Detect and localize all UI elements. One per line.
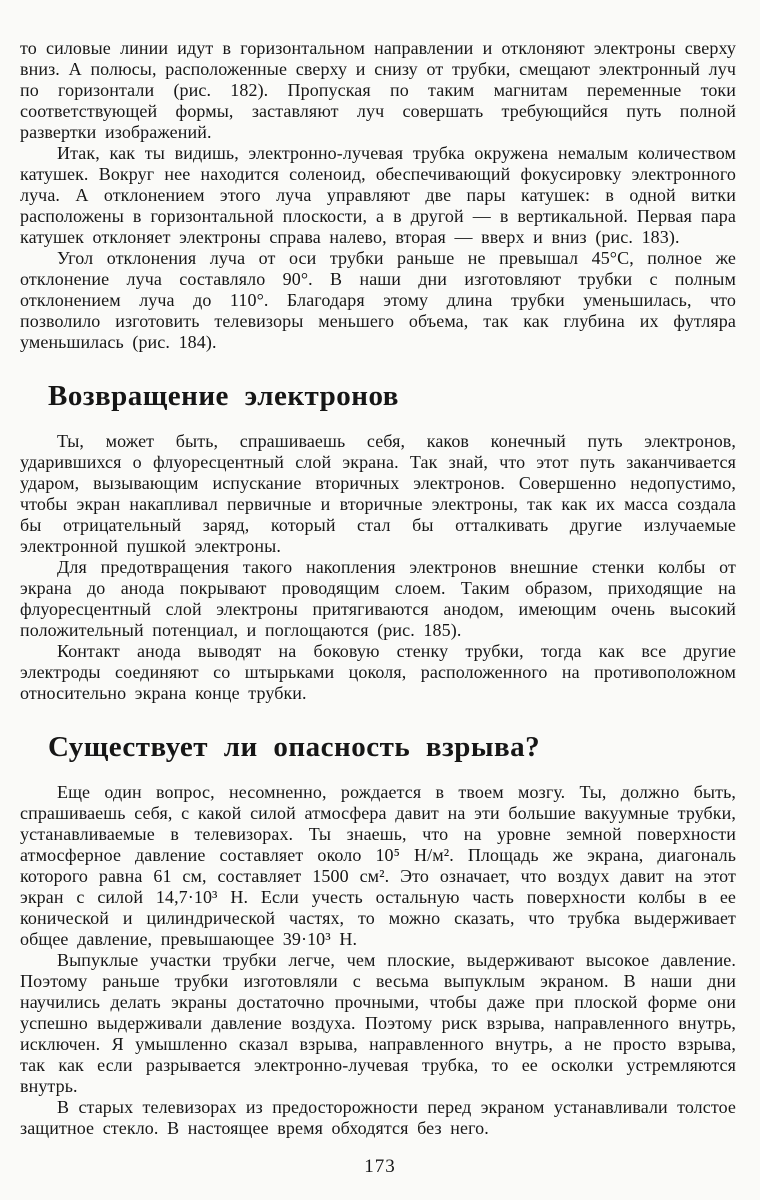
section-heading-electron-return: Возвращение электронов bbox=[48, 380, 399, 412]
paragraph: Для предотвращения такого накопления электронов внешние стенки колбы от экрана до анода покрывают проводящим слоем. Таким образом, приходящие на флуоресцентный слой электроны притягиваются анодом, имеющим очень высокий положительный потенциал, и поглощаются (рис. 185). bbox=[20, 557, 736, 640]
paragraph: Ты, может быть, спрашиваешь себя, каков конечный путь электронов, ударившихся о флуоресцентный слой экрана. Так знай, что этот путь заканчивается ударом, вызывающим испускание вторичных электронов. Совершенно недопустимо, чтобы экран накапливал первичные и вторичные электроны, так как их масса создала бы отрицательный заряд, который стал бы отталкивать другие излучаемые электронной пушкой электроны. bbox=[20, 431, 736, 556]
paragraph: Контакт анода выводят на боковую стенку трубки, тогда как все другие электроды соединяют со штырьками цоколя, расположенного на противоположном относительно экрана конце трубки. bbox=[20, 641, 736, 703]
section-heading-explosion-danger: Существует ли опасность взрыва? bbox=[48, 731, 541, 763]
paragraph: Еще один вопрос, несомненно, рождается в твоем мозгу. Ты, должно быть, спрашиваешь себя, с какой силой атмосфера давит на эти большие вакуумные трубки, устанавливаемые в телевизорах. Ты знаешь, что на уровне земной поверхности атмосферное давление составляет около 10⁵ Н/м². Площадь же экрана, диагональ которого равна 61 см, составляет 1500 см². Это означает, что воздух давит на этот экран с силой 14,7·10³ Н. Если учесть остальную часть поверхности колбы в ее конической и цилиндрической частях, то можно сказать, что трубка выдерживает общее давление, превышающее 39·10³ Н. bbox=[20, 782, 736, 949]
page-number: 173 bbox=[364, 1156, 396, 1177]
paragraph: В старых телевизорах из предосторожности перед экраном устанавливали толстое защитное стекло. В настоящее время обходятся без него. bbox=[20, 1097, 736, 1138]
paragraph: то силовые линии идут в горизонтальном направлении и отклоняют электроны сверху вниз. А полюсы, расположенные сверху и снизу от трубки, смещают электронный луч по горизонтали (рис. 182). Пропуская по таким магнитам переменные токи соответствующей формы, заставляют луч совершать требующийся путь полной развертки изображений. bbox=[20, 38, 736, 142]
paragraph: Итак, как ты видишь, электронно-лучевая трубка окружена немалым количеством катушек. Вокруг нее находится соленоид, обеспечивающий фокусировку электронного луча. А отклонением этого луча управляют две пары катушек: в одной витки расположены в горизонтальной плоскости, а в другой — в вертикальной. Первая пара катушек отклоняет электроны справа налево, вторая — вверх и вниз (рис. 183). bbox=[20, 143, 736, 247]
paragraph: Угол отклонения луча от оси трубки раньше не превышал 45°С, полное же отклонение луча составляло 90°. В наши дни изготовляют трубки с полным отклонением луча до 110°. Благодаря этому длина трубки уменьшилась, что позволило изготовить телевизоры меньшего объема, так как глубина их футляра уменьшилась (рис. 184). bbox=[20, 248, 736, 352]
paragraph: Выпуклые участки трубки легче, чем плоские, выдерживают высокое давление. Поэтому раньше трубки изготовляли с весьма выпуклым экраном. В наши дни научились делать экраны достаточно прочными, чтобы даже при плоской форме они успешно выдерживали давление воздуха. Поэтому риск взрыва, направленного внутрь, исключен. Я умышленно сказал взрыва, направленного внутрь, а не просто взрыва, так как если разрывается электронно-лучевая трубка, то ее осколки устремляются внутрь. bbox=[20, 950, 736, 1096]
